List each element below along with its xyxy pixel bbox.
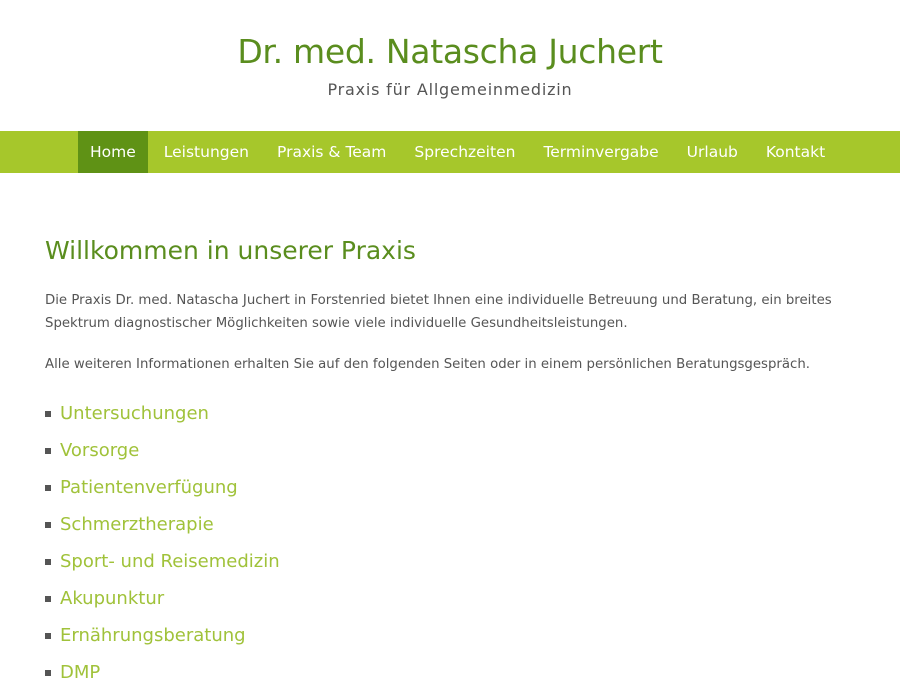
square-bullet-icon	[45, 485, 51, 491]
site-title[interactable]: Dr. med. Natascha Juchert	[237, 32, 663, 71]
square-bullet-icon	[45, 448, 51, 454]
service-link-vorsorge[interactable]: Vorsorge	[60, 439, 140, 461]
service-link-schmerztherapie[interactable]: Schmerztherapie	[60, 513, 214, 535]
nav-item-leistungen[interactable]: Leistungen	[163, 143, 249, 161]
nav-item-urlaub[interactable]: Urlaub	[686, 143, 738, 161]
site-subtitle: Praxis für Allgemeinmedizin	[327, 80, 573, 99]
nav-list	[78, 131, 841, 173]
info-paragraph: Alle weiteren Informationen erhalten Sie auf den folgenden Seiten oder in einem persönlichen Beratungsgespräch.	[45, 357, 811, 372]
square-bullet-icon	[45, 670, 51, 676]
list-item	[45, 580, 280, 617]
site-header	[0, 0, 900, 131]
nav-item-home[interactable]: Home	[78, 131, 148, 173]
service-link-akupunktur[interactable]: Akupunktur	[60, 587, 165, 609]
service-link-untersuchungen[interactable]: Untersuchungen	[60, 402, 209, 424]
main-navigation	[0, 131, 900, 173]
intro-paragraph: Die Praxis Dr. med. Natascha Juchert in Forstenried bietet Ihnen eine individuelle Betreuung und Beratung, ein breites Spektrum diagnostischer Möglichkeiten sowie viele individuelle Gesundheitsleistungen.	[45, 293, 832, 331]
nav-item-kontakt[interactable]: Kontakt	[765, 143, 826, 161]
square-bullet-icon	[45, 596, 51, 602]
nav-item-praxis-team[interactable]: Praxis & Team	[277, 143, 387, 161]
list-item	[45, 469, 280, 506]
service-link-patientenverfuegung[interactable]: Patientenverfügung	[60, 476, 238, 498]
list-item	[45, 432, 280, 469]
list-item	[45, 617, 280, 654]
square-bullet-icon	[45, 633, 51, 639]
page-title: Willkommen in unserer Praxis	[45, 236, 416, 265]
list-item	[45, 543, 280, 580]
nav-item-sprechzeiten[interactable]: Sprechzeiten	[414, 143, 516, 161]
square-bullet-icon	[45, 411, 51, 417]
service-link-dmp[interactable]: DMP	[60, 661, 101, 683]
list-item	[45, 654, 280, 691]
list-item	[45, 506, 280, 543]
service-link-sport-reisemedizin[interactable]: Sport- und Reisemedizin	[60, 550, 280, 572]
square-bullet-icon	[45, 559, 51, 565]
square-bullet-icon	[45, 522, 51, 528]
services-list	[45, 395, 280, 691]
service-link-ernaehrungsberatung[interactable]: Ernährungsberatung	[60, 624, 246, 646]
nav-item-terminvergabe[interactable]: Terminvergabe	[543, 143, 659, 161]
list-item	[45, 395, 280, 432]
